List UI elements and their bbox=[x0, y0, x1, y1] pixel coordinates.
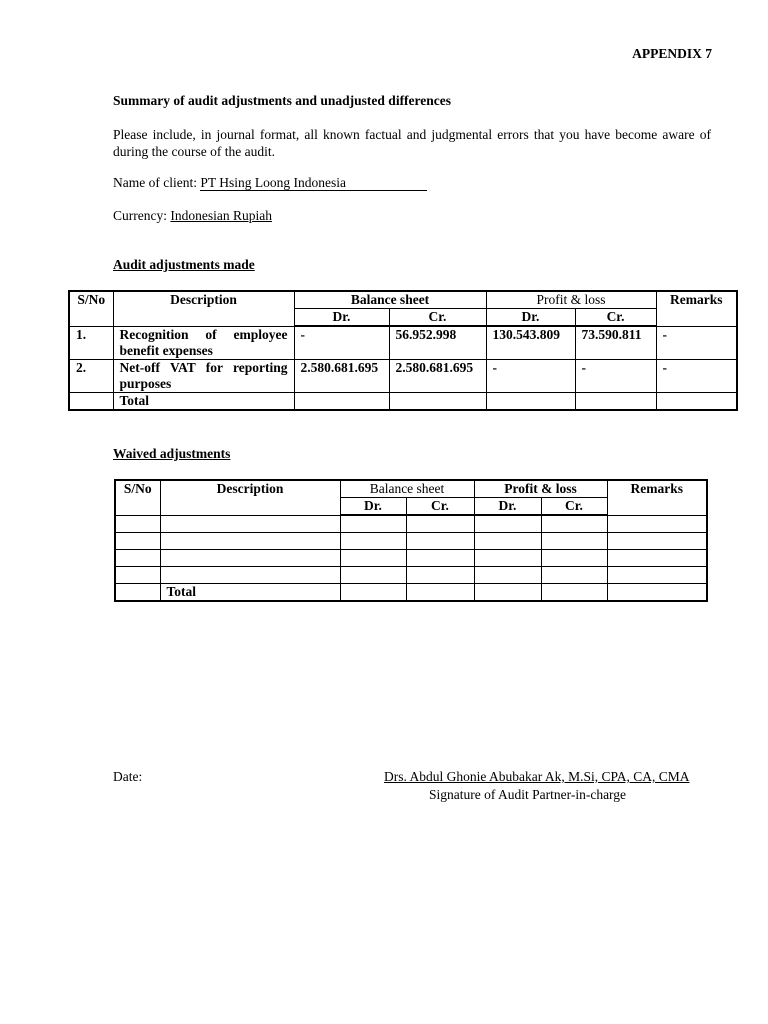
signer-name: Drs. Abdul Ghonie Abubakar Ak, M.Si, CPA, CA, CMA bbox=[384, 769, 690, 784]
sno-header: S/No bbox=[115, 480, 160, 515]
table-header-row bbox=[115, 480, 707, 498]
total-cell bbox=[656, 392, 737, 410]
row-bs-dr: 2.580.681.695 bbox=[294, 359, 389, 392]
description-header: Description bbox=[160, 480, 340, 515]
remarks-header: Remarks bbox=[607, 480, 707, 515]
table-row bbox=[115, 515, 707, 533]
pl-cr-header: Cr. bbox=[575, 309, 656, 327]
row-bs-cr: 56.952.998 bbox=[389, 326, 486, 359]
remarks-header: Remarks bbox=[656, 291, 737, 326]
currency-line bbox=[113, 208, 272, 224]
table-row bbox=[69, 326, 737, 359]
row-bs-cr: 2.580.681.695 bbox=[389, 359, 486, 392]
total-cell bbox=[389, 392, 486, 410]
total-sno-cell bbox=[69, 392, 113, 410]
profit-loss-header: Profit & loss bbox=[486, 291, 656, 309]
profit-loss-header: Profit & loss bbox=[474, 480, 607, 498]
date-label: Date: bbox=[113, 769, 143, 784]
total-cell bbox=[575, 392, 656, 410]
client-line bbox=[113, 175, 427, 191]
row-sno: 2. bbox=[69, 359, 113, 392]
row-pl-dr: - bbox=[486, 359, 575, 392]
client-name-field: PT Hsing Loong Indonesia bbox=[200, 176, 427, 191]
total-cell bbox=[486, 392, 575, 410]
total-cell bbox=[294, 392, 389, 410]
total-label: Total bbox=[113, 392, 294, 410]
currency-value: Indonesian Rupiah bbox=[170, 208, 272, 223]
row-description: Net-off VAT for reporting purposes bbox=[113, 359, 294, 392]
audit-adjustments-heading: Audit adjustments made bbox=[113, 257, 255, 272]
table-row bbox=[69, 359, 737, 392]
bs-dr-header: Dr. bbox=[340, 498, 406, 516]
waived-adjustments-table bbox=[114, 479, 708, 602]
table-row bbox=[115, 533, 707, 550]
balance-sheet-header: Balance sheet bbox=[340, 480, 474, 498]
total-row bbox=[69, 392, 737, 410]
row-pl-dr: 130.543.809 bbox=[486, 326, 575, 359]
row-sno: 1. bbox=[69, 326, 113, 359]
waived-adjustments-heading: Waived adjustments bbox=[113, 446, 231, 461]
table-row bbox=[115, 567, 707, 584]
row-description: Recognition of employee benefit expenses bbox=[113, 326, 294, 359]
table-row bbox=[115, 550, 707, 567]
row-pl-cr: 73.590.811 bbox=[575, 326, 656, 359]
pl-dr-header: Dr. bbox=[486, 309, 575, 327]
row-remarks: - bbox=[656, 359, 737, 392]
pl-cr-header: Cr. bbox=[541, 498, 607, 516]
row-bs-dr: - bbox=[294, 326, 389, 359]
table-header-row bbox=[69, 291, 737, 309]
instructions-paragraph: Please include, in journal format, all known factual and judgmental errors that you have become aware of during the course of the audit. bbox=[113, 127, 711, 159]
currency-label: Currency: bbox=[113, 208, 167, 223]
row-pl-cr: - bbox=[575, 359, 656, 392]
bs-cr-header: Cr. bbox=[406, 498, 474, 516]
row-remarks: - bbox=[656, 326, 737, 359]
total-row bbox=[115, 584, 707, 602]
client-label: Name of client: bbox=[113, 175, 197, 190]
audit-adjustments-table bbox=[68, 290, 738, 411]
bs-cr-header: Cr. bbox=[389, 309, 486, 327]
signature-caption: Signature of Audit Partner-in-charge bbox=[429, 787, 627, 802]
bs-dr-header: Dr. bbox=[294, 309, 389, 327]
appendix-label: APPENDIX 7 bbox=[632, 46, 712, 61]
balance-sheet-header: Balance sheet bbox=[294, 291, 486, 309]
pl-dr-header: Dr. bbox=[474, 498, 541, 516]
summary-title: Summary of audit adjustments and unadjusted differences bbox=[113, 93, 452, 108]
description-header: Description bbox=[113, 291, 294, 326]
total-label: Total bbox=[160, 584, 340, 602]
sno-header: S/No bbox=[69, 291, 113, 326]
